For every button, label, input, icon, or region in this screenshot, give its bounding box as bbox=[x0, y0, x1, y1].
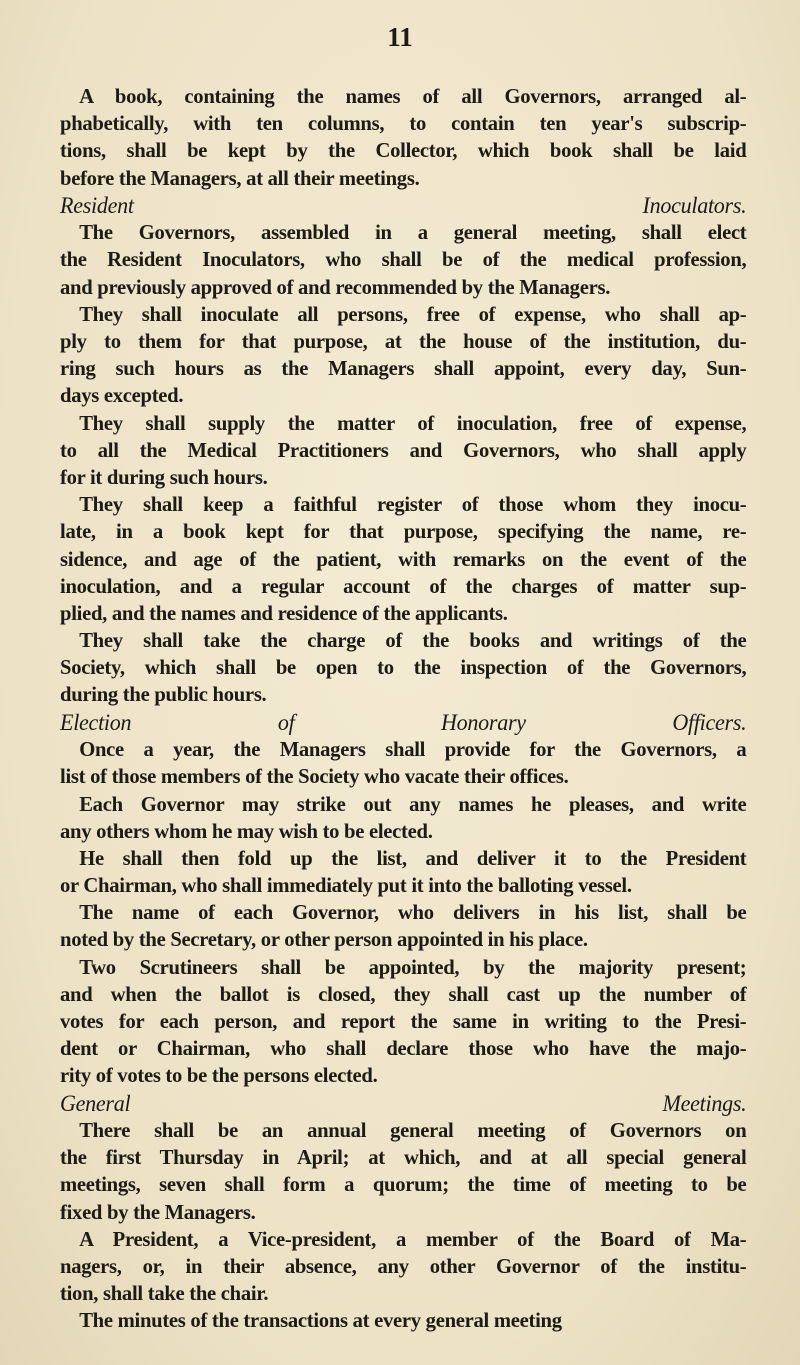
text-line: Society, which shall be open to the inspection of the Governors, bbox=[60, 655, 747, 680]
text-line: days excepted. bbox=[60, 383, 184, 408]
text-line: sidence, and age of the patient, with remarks on the event of the bbox=[60, 546, 747, 571]
document-body bbox=[60, 83, 746, 1335]
text-line: inoculation, and a regular account of the charges of matter sup- bbox=[60, 573, 747, 598]
text-line: meetings, seven shall form a quorum; the time of meeting to be bbox=[60, 1172, 747, 1197]
text-line: They shall inoculate all persons, free of expense, who shall ap- bbox=[79, 301, 747, 326]
section-heading: Resident Inoculators. bbox=[60, 192, 747, 218]
text-line: nagers, or, in their absence, any other Governor of the institu- bbox=[60, 1254, 747, 1278]
text-line: and when the ballot is closed, they shall cast up the number of bbox=[60, 981, 747, 1006]
text-line: Each Governor may strike out any names he pleases, and write bbox=[79, 791, 747, 816]
text-line: to all the Medical Practitioners and Governors, who shall apply bbox=[60, 437, 747, 462]
text-line: plied, and the names and residence of the applicants. bbox=[60, 600, 508, 625]
text-line: the Resident Inoculators, who shall be of the medical profession, bbox=[60, 247, 747, 272]
text-line: They shall keep a faithful register of those whom they inocu- bbox=[79, 492, 747, 517]
page-number: 11 bbox=[387, 22, 413, 52]
text-line: Two Scrutineers shall be appointed, by the majority present; bbox=[79, 954, 747, 979]
section-heading: Election of Honorary Officers. bbox=[60, 709, 747, 735]
text-line: The minutes of the transactions at every general meeting bbox=[79, 1308, 562, 1333]
text-line: He shall then fold up the list, and deliver it to the President bbox=[79, 845, 747, 870]
text-line: ring such hours as the Managers shall appoint, every day, Sun- bbox=[60, 356, 747, 381]
text-line: list of those members of the Society who vacate their offices. bbox=[60, 764, 569, 789]
text-line: the first Thursday in April; at which, and at all special general bbox=[60, 1145, 747, 1170]
text-line: They shall take the charge of the books and writings of the bbox=[79, 628, 747, 653]
text-line: during the public hours. bbox=[60, 682, 267, 707]
text-line: The name of each Governor, who delivers in his list, shall be bbox=[79, 900, 747, 925]
text-line: They shall supply the matter of inoculation, free of expense, bbox=[79, 410, 747, 435]
text-line: dent or Chairman, who shall declare those who have the majo- bbox=[60, 1036, 747, 1061]
text-line: late, in a book kept for that purpose, specifying the name, re- bbox=[60, 519, 747, 544]
text-line: There shall be an annual general meeting of Governors on bbox=[79, 1118, 747, 1143]
text-line: noted by the Secretary, or other person appointed in his place. bbox=[60, 927, 588, 952]
text-line: tion, shall take the chair. bbox=[60, 1281, 269, 1306]
text-line: for it during such hours. bbox=[60, 464, 268, 489]
text-line: The Governors, assembled in a general meeting, shall elect bbox=[79, 220, 747, 245]
text-line: phabetically, with ten columns, to contain ten year's subscrip- bbox=[60, 111, 747, 136]
text-line: ply to them for that purpose, at the house of the institution, du- bbox=[60, 329, 747, 353]
text-line: before the Managers, at all their meetings. bbox=[60, 165, 420, 190]
text-line: and previously approved of and recommended by the Managers. bbox=[60, 274, 611, 299]
text-line: Once a year, the Managers shall provide for the Governors, a bbox=[79, 737, 747, 762]
text-line: rity of votes to be the persons elected. bbox=[60, 1063, 378, 1088]
text-line: or Chairman, who shall immediately put it into the balloting vessel. bbox=[60, 873, 632, 898]
text-line: fixed by the Managers. bbox=[60, 1199, 256, 1224]
section-heading: General Meetings. bbox=[60, 1090, 747, 1116]
text-line: A book, containing the names of all Governors, arranged al- bbox=[79, 84, 747, 108]
text-line: A President, a Vice-president, a member of the Board of Ma- bbox=[79, 1226, 747, 1251]
text-line: tions, shall be kept by the Collector, which book shall be laid bbox=[60, 138, 747, 163]
text-line: any others whom he may wish to be elected. bbox=[60, 818, 433, 843]
text-line: votes for each person, and report the same in writing to the Presi- bbox=[60, 1009, 747, 1033]
